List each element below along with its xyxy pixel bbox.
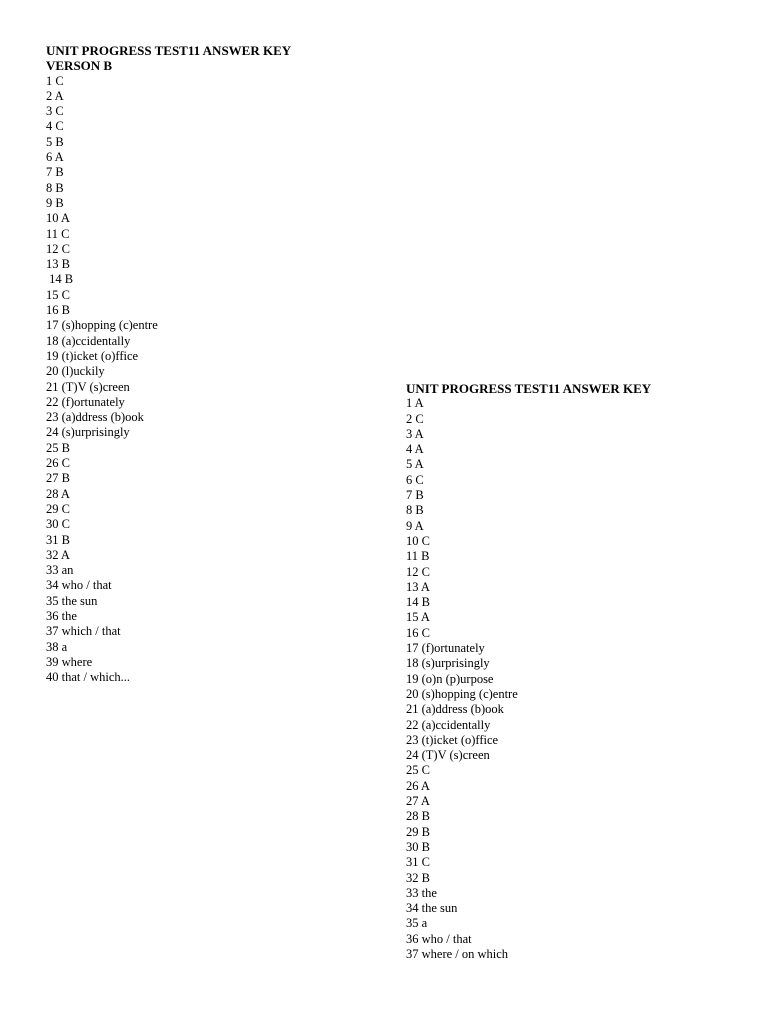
answer-item: 3 C <box>46 104 64 119</box>
answer-item: 5 A <box>406 457 424 472</box>
answer-item: 30 C <box>46 517 70 532</box>
answer-item: 1 C <box>46 73 64 88</box>
answer-item: 34 who / that <box>46 578 112 593</box>
left-title: UNIT PROGRESS TEST11 ANSWER KEY <box>46 43 292 58</box>
answer-item: 31 C <box>406 855 430 870</box>
answer-item: 37 where / on which <box>406 946 509 961</box>
answer-item: 22 (a)ccidentally <box>406 717 491 732</box>
answer-item: 13 B <box>46 257 70 272</box>
answer-item: 12 C <box>46 241 70 256</box>
answer-item: 35 the sun <box>46 593 98 608</box>
answer-item: 32 B <box>406 870 430 885</box>
answer-item: 1 A <box>406 396 424 411</box>
answer-item: 36 the <box>46 608 77 623</box>
answer-item: 36 who / that <box>406 931 472 946</box>
answer-item: 21 (T)V (s)creen <box>46 379 130 394</box>
answer-item: 21 (a)ddress (b)ook <box>406 702 504 717</box>
answer-item: 35 a <box>406 916 428 931</box>
answer-item: 33 the <box>406 885 437 900</box>
answer-item: 24 (T)V (s)creen <box>406 748 490 763</box>
answer-item: 5 B <box>46 134 64 149</box>
answer-item: 2 A <box>46 88 64 103</box>
answer-item: 16 B <box>46 303 70 318</box>
answer-item: 25 C <box>406 763 430 778</box>
answer-item: 23 (t)icket (o)ffice <box>406 732 499 747</box>
answer-item: 33 an <box>46 563 74 578</box>
answer-item: 27 B <box>46 471 70 486</box>
answer-item: 9 A <box>406 518 424 533</box>
answer-item: 11 C <box>46 226 70 241</box>
answer-item: 17 (s)hopping (c)entre <box>46 318 158 333</box>
answer-item: 40 that / which... <box>46 670 131 685</box>
answer-item: 13 A <box>406 579 430 594</box>
answer-item: 15 C <box>46 287 70 302</box>
answer-item: 29 B <box>406 824 430 839</box>
answer-item: 25 B <box>46 440 70 455</box>
answer-item: 19 (t)icket (o)ffice <box>46 348 139 363</box>
answer-item: 28 A <box>46 486 70 501</box>
answer-item: 7 B <box>46 165 64 180</box>
answer-item: 14 B <box>406 595 430 610</box>
answer-item: 34 the sun <box>406 901 458 916</box>
answer-item: 14 B <box>46 272 74 287</box>
answer-item: 4 C <box>46 119 64 134</box>
answer-item: 11 B <box>406 549 430 564</box>
answer-item: 9 B <box>46 195 64 210</box>
answer-item: 6 A <box>46 150 64 165</box>
answer-key-version-b <box>46 43 291 685</box>
answer-item: 27 A <box>406 794 430 809</box>
right-title: UNIT PROGRESS TEST11 ANSWER KEY <box>406 381 652 396</box>
answer-key-version-a <box>406 381 651 962</box>
answer-item: 31 B <box>46 532 70 547</box>
answer-item: 19 (o)n (p)urpose <box>406 671 494 686</box>
left-answer-list <box>46 74 291 686</box>
right-answer-list <box>406 396 651 962</box>
answer-item: 30 B <box>406 839 430 854</box>
answer-item: 10 C <box>406 533 430 548</box>
answer-item: 4 A <box>406 442 424 457</box>
answer-item: 38 a <box>46 639 68 654</box>
answer-item: 37 which / that <box>46 624 121 639</box>
answer-item: 6 C <box>406 472 424 487</box>
left-subtitle: VERSON B <box>46 58 113 74</box>
answer-item: 17 (f)ortunately <box>406 641 485 656</box>
answer-item: 16 C <box>406 625 430 640</box>
answer-item: 26 A <box>406 778 430 793</box>
answer-item: 28 B <box>406 809 430 824</box>
answer-item: 2 C <box>406 411 424 426</box>
answer-item: 12 C <box>406 564 430 579</box>
answer-item: 3 A <box>406 426 424 441</box>
answer-item: 26 C <box>46 456 70 471</box>
answer-item: 29 C <box>46 501 70 516</box>
answer-item: 23 (a)ddress (b)ook <box>46 410 144 425</box>
answer-item: 20 (s)hopping (c)entre <box>406 686 518 701</box>
answer-item: 15 A <box>406 610 430 625</box>
answer-item: 18 (s)urprisingly <box>406 656 490 671</box>
answer-item: 8 B <box>46 180 64 195</box>
answer-item: 39 where <box>46 654 93 669</box>
answer-item: 7 B <box>406 488 424 503</box>
answer-item: 18 (a)ccidentally <box>46 333 131 348</box>
answer-item: 22 (f)ortunately <box>46 394 125 409</box>
answer-item: 24 (s)urprisingly <box>46 425 130 440</box>
answer-item: 32 A <box>46 547 70 562</box>
answer-item: 8 B <box>406 503 424 518</box>
answer-item: 20 (l)uckily <box>46 364 105 379</box>
answer-item: 10 A <box>46 211 70 226</box>
